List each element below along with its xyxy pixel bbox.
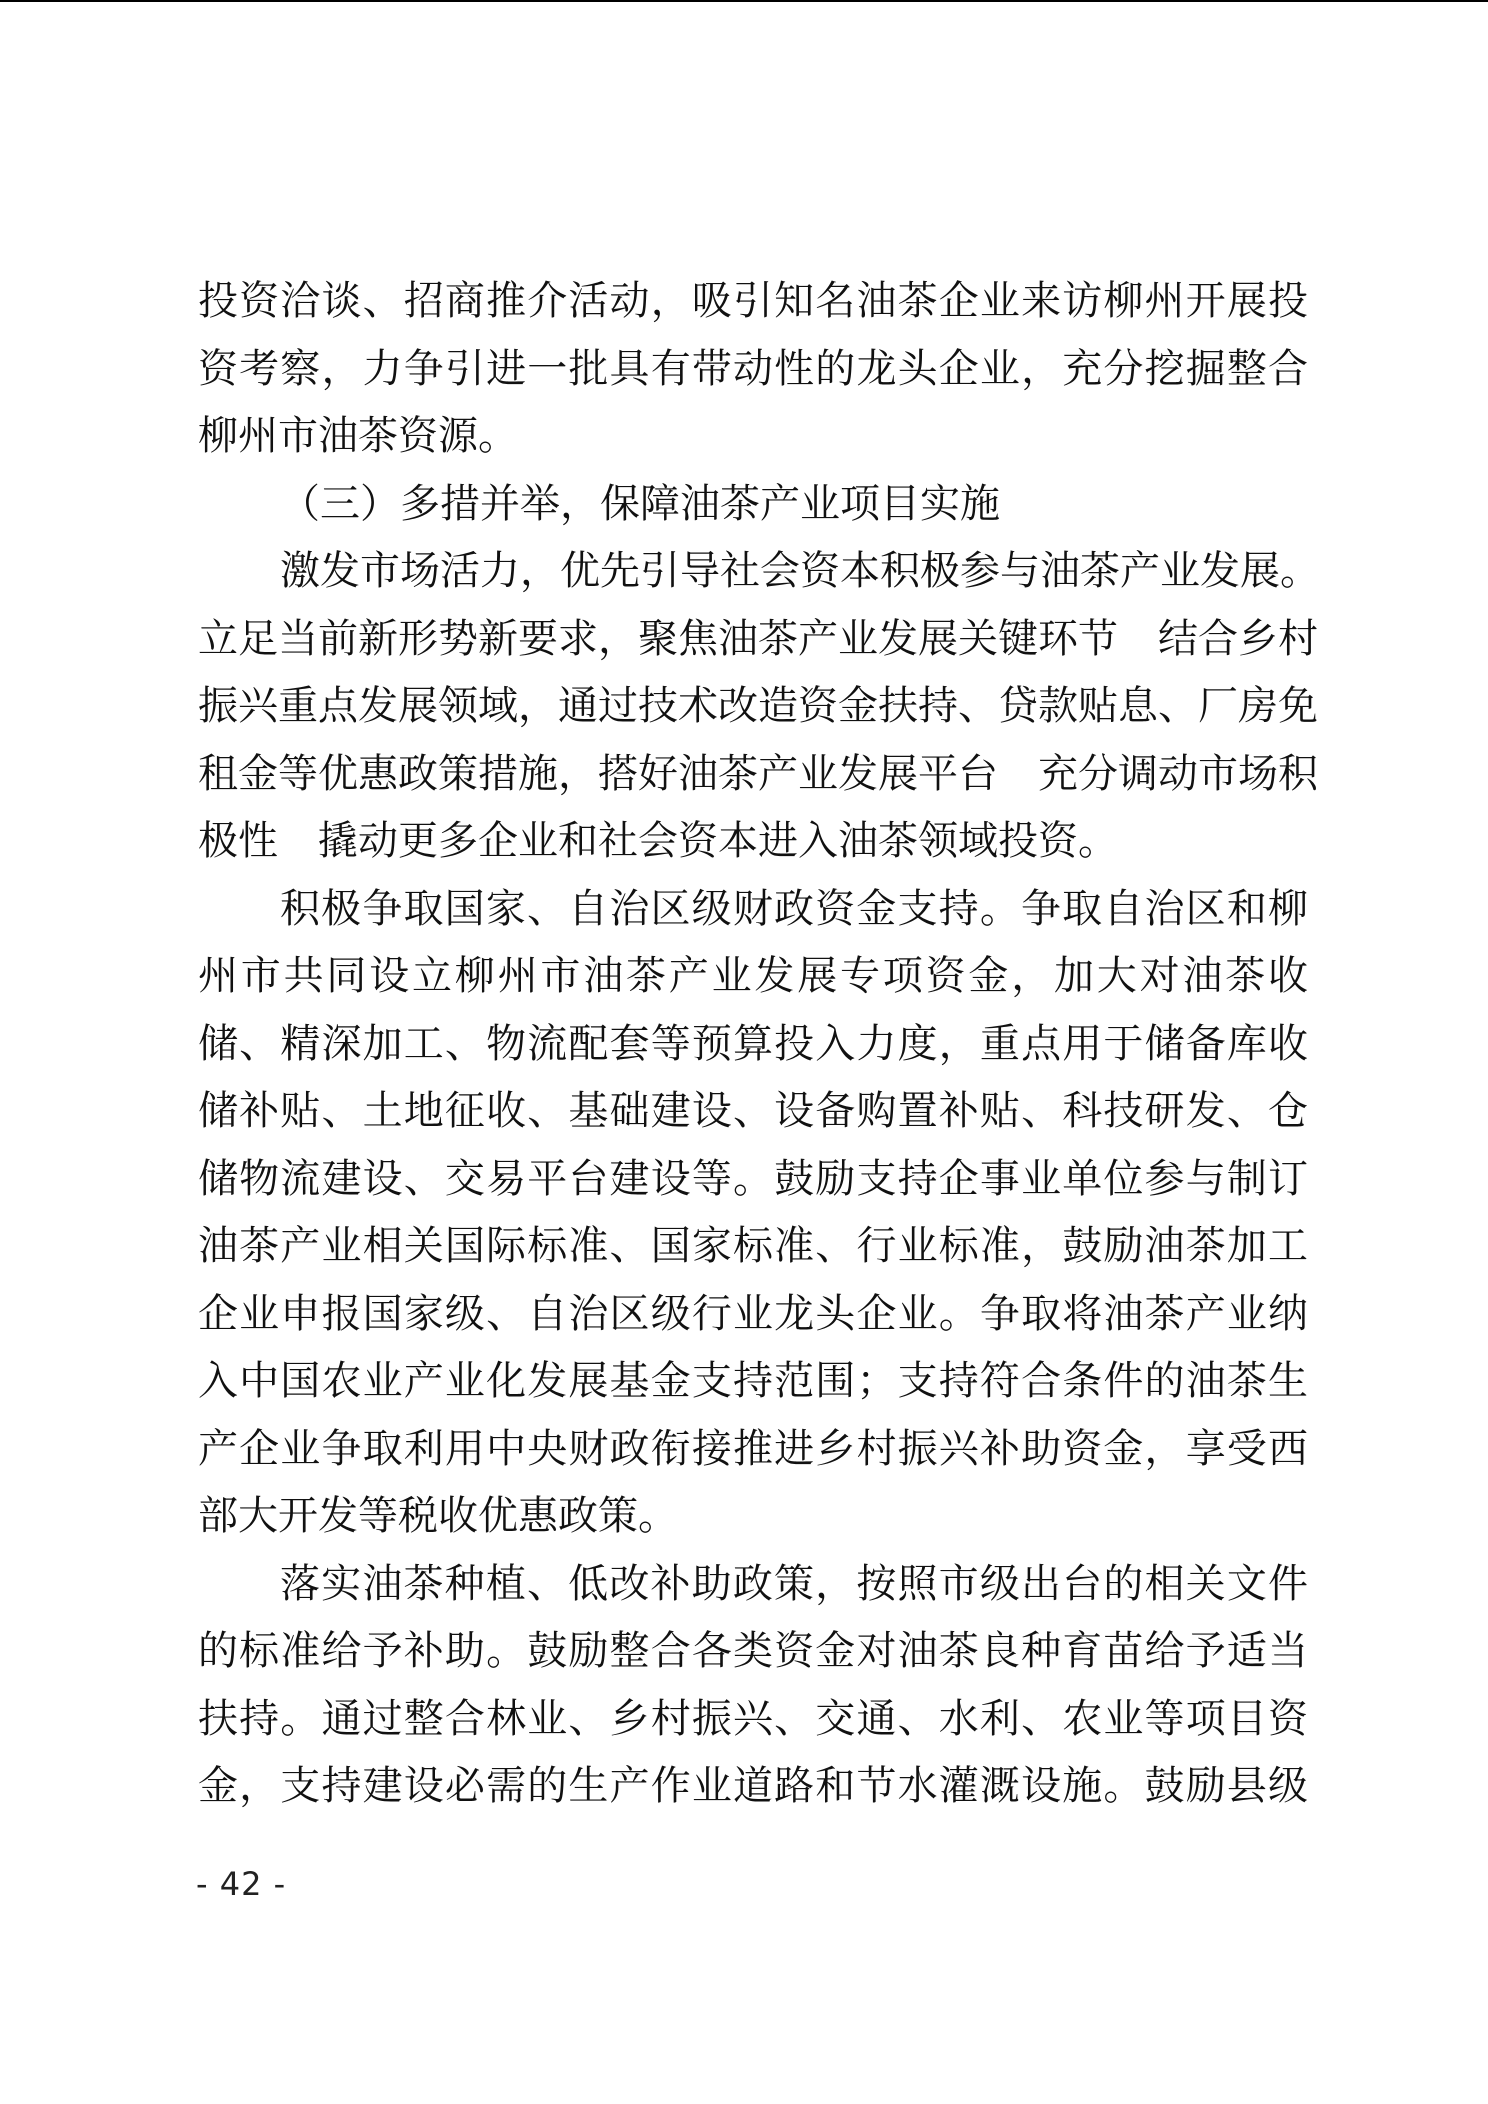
document-body: [198, 268, 1320, 1821]
body-line: 振兴重点发展领域，通过技术改造资金扶持、贷款贴息、厂房免: [198, 683, 1318, 729]
body-line: 油茶产业相关国际标准、国家标准、行业标准，鼓励油茶加工: [198, 1223, 1308, 1269]
body-line: 极性 撬动更多企业和社会资本进入油茶领域投资。: [198, 818, 1118, 864]
body-line: 租金等优惠政策措施，搭好油茶产业发展平台 充分调动市场积: [198, 750, 1318, 797]
body-line: 州市共同设立柳州市油茶产业发展专项资金，加大对油茶收: [198, 953, 1308, 999]
body-line: 柳州市油茶资源。: [198, 413, 518, 459]
body-line: 投资洽谈、招商推介活动，吸引知名油茶企业来访柳州开展投: [198, 278, 1308, 324]
body-line: 扶持。通过整合林业、乡村振兴、交通、水利、农业等项目资: [198, 1695, 1308, 1742]
body-line: 产企业争取利用中央财政衔接推进乡村振兴补助资金，享受西: [198, 1425, 1308, 1472]
body-line: 部大开发等税收优惠政策。: [198, 1493, 678, 1539]
body-line: 储物流建设、交易平台建设等。鼓励支持企事业单位参与制订: [198, 1155, 1308, 1202]
paragraph-first-line: 激发市场活力，优先引导社会资本积极参与油茶产业发展。: [280, 548, 1320, 594]
body-line: 入中国农业产业化发展基金支持范围；支持符合条件的油茶生: [198, 1358, 1308, 1404]
body-line: 企业申报国家级、自治区级行业龙头企业。争取将油茶产业纳: [198, 1290, 1308, 1337]
paragraph-first-line: 积极争取国家、自治区级财政资金支持。争取自治区和柳: [280, 885, 1308, 932]
body-line: 资考察，力争引进一批具有带动性的龙头企业，充分挖掘整合: [198, 345, 1308, 392]
body-line: 的标准给予补助。鼓励整合各类资金对油茶良种育苗给予适当: [198, 1628, 1308, 1674]
paragraph-first-line: 落实油茶种植、低改补助政策，按照市级出台的相关文件: [280, 1560, 1308, 1607]
body-line: 储补贴、土地征收、基础建设、设备购置补贴、科技研发、仓: [198, 1088, 1308, 1134]
body-line: 立足当前新形势新要求，聚焦油茶产业发展关键环节 结合乡村: [198, 615, 1318, 662]
section-heading: （三）多措并举，保障油茶产业项目实施: [280, 480, 1000, 527]
top-border: [0, 0, 1488, 2]
body-line: 储、精深加工、物流配套等预算投入力度，重点用于储备库收: [198, 1020, 1308, 1067]
page-number: - 42 -: [196, 1865, 287, 1903]
body-line: 金，支持建设必需的生产作业道路和节水灌溉设施。鼓励县级: [198, 1763, 1308, 1809]
